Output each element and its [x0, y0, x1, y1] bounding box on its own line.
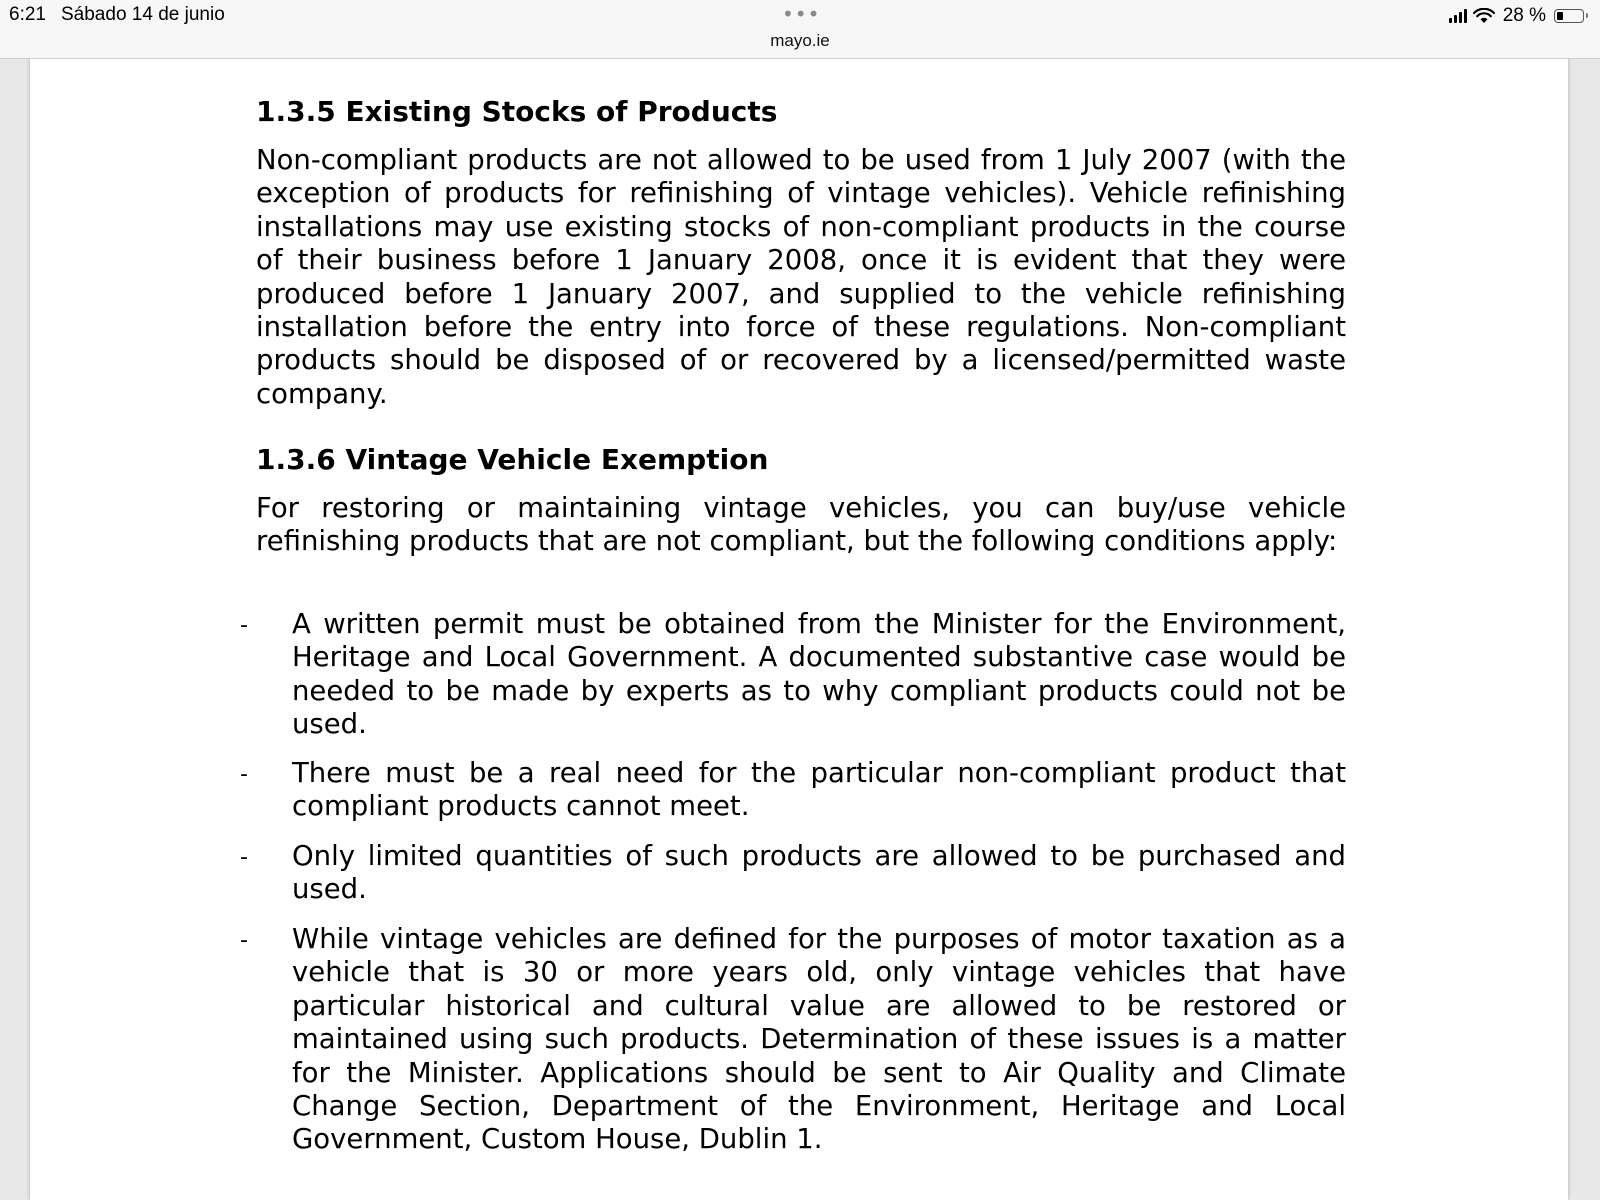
document-page[interactable] [30, 0, 1568, 1200]
wifi-icon [1473, 8, 1495, 24]
status-indicators [1449, 5, 1584, 27]
list-bullet: - [240, 613, 248, 638]
list-item: While vintage vehicles are defined for the purposes of motor taxation as a vehicle that is 30 or more years old, only vintage vehicles that have particular historical and cultural value are allowed to be restored or maintained using such products. Determination of these issues is a matter for the Minister. Applications should be sent to Air Quality and Climate Change Section, Department of the Environment, Heritage and Local Government, Custom House, Dublin 1. [292, 923, 1346, 1156]
list-bullet: - [240, 845, 248, 870]
battery-percentage: 28 % [1502, 5, 1546, 26]
list-item: There must be a real need for the particular non-compliant product that compliant products cannot meet. [292, 757, 1346, 823]
status-time: 6:21 [9, 4, 46, 25]
list-bullet: - [240, 928, 248, 953]
paragraph-vintage-intro: For restoring or maintaining vintage vehicles, you can buy/use vehicle refinishing products that are not compliant, but the following conditions apply: [256, 492, 1346, 558]
list-item: A written permit must be obtained from the Minister for the Environment, Heritage and Local Government. A documented substantive case would be needed to be made by experts as to why compliant products could not be used. [292, 608, 1346, 741]
cellular-signal-icon [1449, 9, 1467, 23]
more-options-icon[interactable]: ••• [782, 2, 821, 26]
heading-existing-stocks: 1.3.5 Existing Stocks of Products [256, 95, 778, 128]
status-date: Sábado 14 de junio [61, 4, 225, 25]
status-bar [0, 0, 1600, 59]
document-content [30, 0, 1568, 1200]
list-item: Only limited quantities of such products are allowed to be purchased and used. [292, 840, 1346, 906]
address-bar-url[interactable]: mayo.ie [770, 31, 830, 50]
heading-vintage-exemption: 1.3.6 Vintage Vehicle Exemption [256, 443, 769, 476]
list-bullet: - [240, 762, 248, 787]
battery-icon [1554, 9, 1584, 23]
paragraph-existing-stocks: Non-compliant products are not allowed to be used from 1 July 2007 (with the exception of products for refinishing of vintage vehicles). Vehicle refinishing installations may use existing stocks of non-compliant products in the course of their business before 1 January 2008, once it is evident that they were produced before 1 January 2007, and supplied to the vehicle refinishing installation before the entry into force of these regulations. Non-compliant products should be disposed of or recovered by a licensed/permitted waste company. [256, 144, 1346, 410]
